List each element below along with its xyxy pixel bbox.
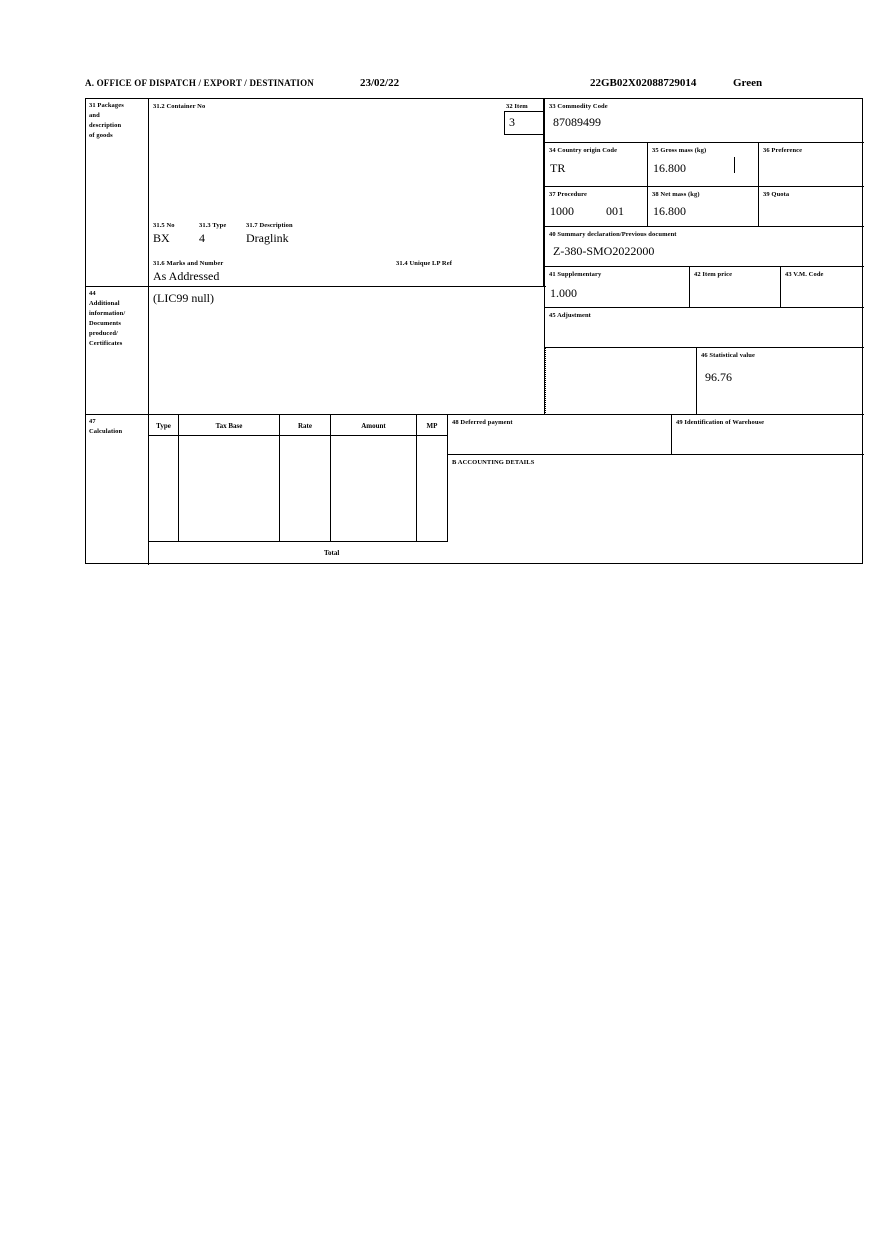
box-31-type-label: 31.3 Type: [199, 222, 227, 229]
box-31-label-line-0: 31 Packages: [89, 102, 124, 109]
box-49-label: 49 Identification of Warehouse: [676, 419, 765, 426]
box-44-label-cell: [86, 287, 149, 415]
box-34-country-origin: [545, 143, 648, 187]
box-47-value-type: [149, 436, 178, 440]
box-b-label: B ACCOUNTING DETAILS: [452, 459, 535, 466]
box-40-value: Z-380-SMO2022000: [553, 244, 655, 258]
box-35-label: 35 Gross mass (kg): [652, 147, 707, 154]
box-47-cell-amount: [331, 436, 417, 542]
box-31-goods-description: [149, 99, 544, 287]
box-47-total-row: [149, 542, 448, 565]
box-b-accounting-details: [448, 455, 864, 565]
box-40-label: 40 Summary declaration/Previous document: [549, 231, 677, 238]
box-44-label-line-2: information/: [89, 310, 126, 317]
office-of-dispatch-label: A. OFFICE OF DISPATCH / EXPORT / DESTINATION: [85, 78, 315, 88]
box-44-label-line-0: 44: [89, 290, 96, 297]
box-35-tick-mark: [734, 157, 735, 173]
box-41-label: 41 Supplementary: [549, 271, 602, 278]
box-31-container-no-label: 31.2 Container No: [153, 103, 206, 110]
box-31-unique-lp-label: 31.4 Unique LP Ref: [396, 260, 452, 267]
box-45-label: 45 Adjustment: [549, 312, 591, 319]
box-43-vm-code: [781, 267, 864, 308]
box-47-header-mp: MP: [426, 422, 438, 430]
box-45-46-blank-area: [545, 348, 696, 415]
box-37-label: 37 Procedure: [549, 191, 587, 198]
box-47-header-rate: Rate: [298, 422, 312, 430]
box-36-preference: [759, 143, 864, 187]
box-31-label-line-3: of goods: [89, 132, 113, 139]
box-31-no-label: 31.5 No: [153, 222, 175, 229]
box-44-value: (LIC99 null): [153, 291, 214, 305]
box-45-dotted-separator: [545, 348, 546, 415]
box-33-value: 87089499: [553, 115, 601, 129]
box-44-label-line-1: Additional: [89, 300, 120, 307]
box-31-marks-value: As Addressed: [153, 269, 220, 283]
box-47-cell-type: [149, 436, 179, 542]
box-47-value-tax-base: [179, 436, 279, 440]
box-31-label-cell: [86, 99, 149, 287]
box-47-value-amount: [331, 436, 416, 440]
box-46-label: 46 Statistical value: [701, 352, 755, 359]
box-35-gross-mass: [648, 143, 759, 187]
box-47-col-mp-header: [417, 415, 448, 436]
box-33-commodity-code: [545, 99, 864, 143]
box-31-no-value: BX: [153, 231, 170, 245]
box-31-type-value: 4: [199, 231, 205, 245]
box-47-total-label: Total: [324, 549, 340, 557]
box-31-description-label: 31.7 Description: [246, 222, 293, 229]
box-31-label-line-1: and: [89, 112, 100, 119]
box-47-value-rate: [280, 436, 330, 440]
box-36-label: 36 Preference: [763, 147, 803, 154]
box-38-label: 38 Net mass (kg): [652, 191, 700, 198]
box-31-label-line-2: description: [89, 122, 122, 129]
box-35-value: 16.800: [653, 161, 686, 175]
box-48-deferred-payment: [448, 415, 672, 455]
box-43-label: 43 V.M. Code: [785, 271, 824, 278]
box-34-label: 34 Country origin Code: [549, 147, 618, 154]
box-44-label-line-4: produced/: [89, 330, 118, 337]
box-44-additional-information: [149, 287, 545, 415]
box-47-label-line-1: Calculation: [89, 428, 123, 435]
box-47-value-mp: [417, 436, 447, 440]
movement-reference-number: 22GB02X02088729014: [590, 77, 697, 89]
box-37-value-2: 001: [606, 204, 624, 218]
box-47-col-amount-header: [331, 415, 417, 436]
box-46-value: 96.76: [705, 370, 732, 384]
box-47-col-taxbase-header: [179, 415, 280, 436]
box-46-statistical-value: [696, 348, 864, 415]
customs-lane-status: Green: [733, 77, 763, 89]
box-48-label: 48 Deferred payment: [452, 419, 513, 426]
box-31-marks-label: 31.6 Marks and Number: [153, 260, 224, 267]
box-47-cell-taxbase: [179, 436, 280, 542]
box-38-value: 16.800: [653, 204, 686, 218]
box-47-header-tax-base: Tax Base: [215, 422, 243, 430]
box-47-label-line-0: 47: [89, 418, 96, 425]
box-47-header-amount: Amount: [361, 422, 386, 430]
box-39-quota: [759, 187, 864, 227]
box-44-label-line-3: Documents: [89, 320, 121, 327]
box-42-item-price: [690, 267, 781, 308]
declaration-grid: [85, 98, 863, 564]
box-37-value: 1000: [550, 204, 574, 218]
box-47-cell-rate: [280, 436, 331, 542]
box-32-value-box: [504, 111, 544, 135]
box-47-header-type: Type: [156, 422, 171, 430]
box-32-label: 32 Item: [506, 103, 528, 110]
box-32-value: 3: [509, 115, 515, 129]
box-45-adjustment: [545, 308, 864, 348]
box-39-label: 39 Quota: [763, 191, 790, 198]
box-44-label-line-5: Certificates: [89, 340, 123, 347]
box-41-supplementary: [545, 267, 690, 308]
box-37-procedure: [545, 187, 648, 227]
box-31-description-value: Draglink: [246, 231, 289, 245]
box-47-col-rate-header: [280, 415, 331, 436]
box-41-value: 1.000: [550, 286, 577, 300]
box-42-label: 42 Item price: [694, 271, 733, 278]
box-38-net-mass: [648, 187, 759, 227]
box-49-warehouse-identification: [672, 415, 864, 455]
document-header: [85, 78, 863, 94]
declaration-date: 23/02/22: [360, 77, 400, 89]
box-40-previous-document: [545, 227, 864, 267]
box-47-col-type-header: [149, 415, 179, 436]
box-34-value: TR: [550, 161, 566, 175]
box-33-label: 33 Commodity Code: [549, 103, 608, 110]
box-47-cell-mp: [417, 436, 448, 542]
box-47-label-cell: [86, 415, 149, 565]
